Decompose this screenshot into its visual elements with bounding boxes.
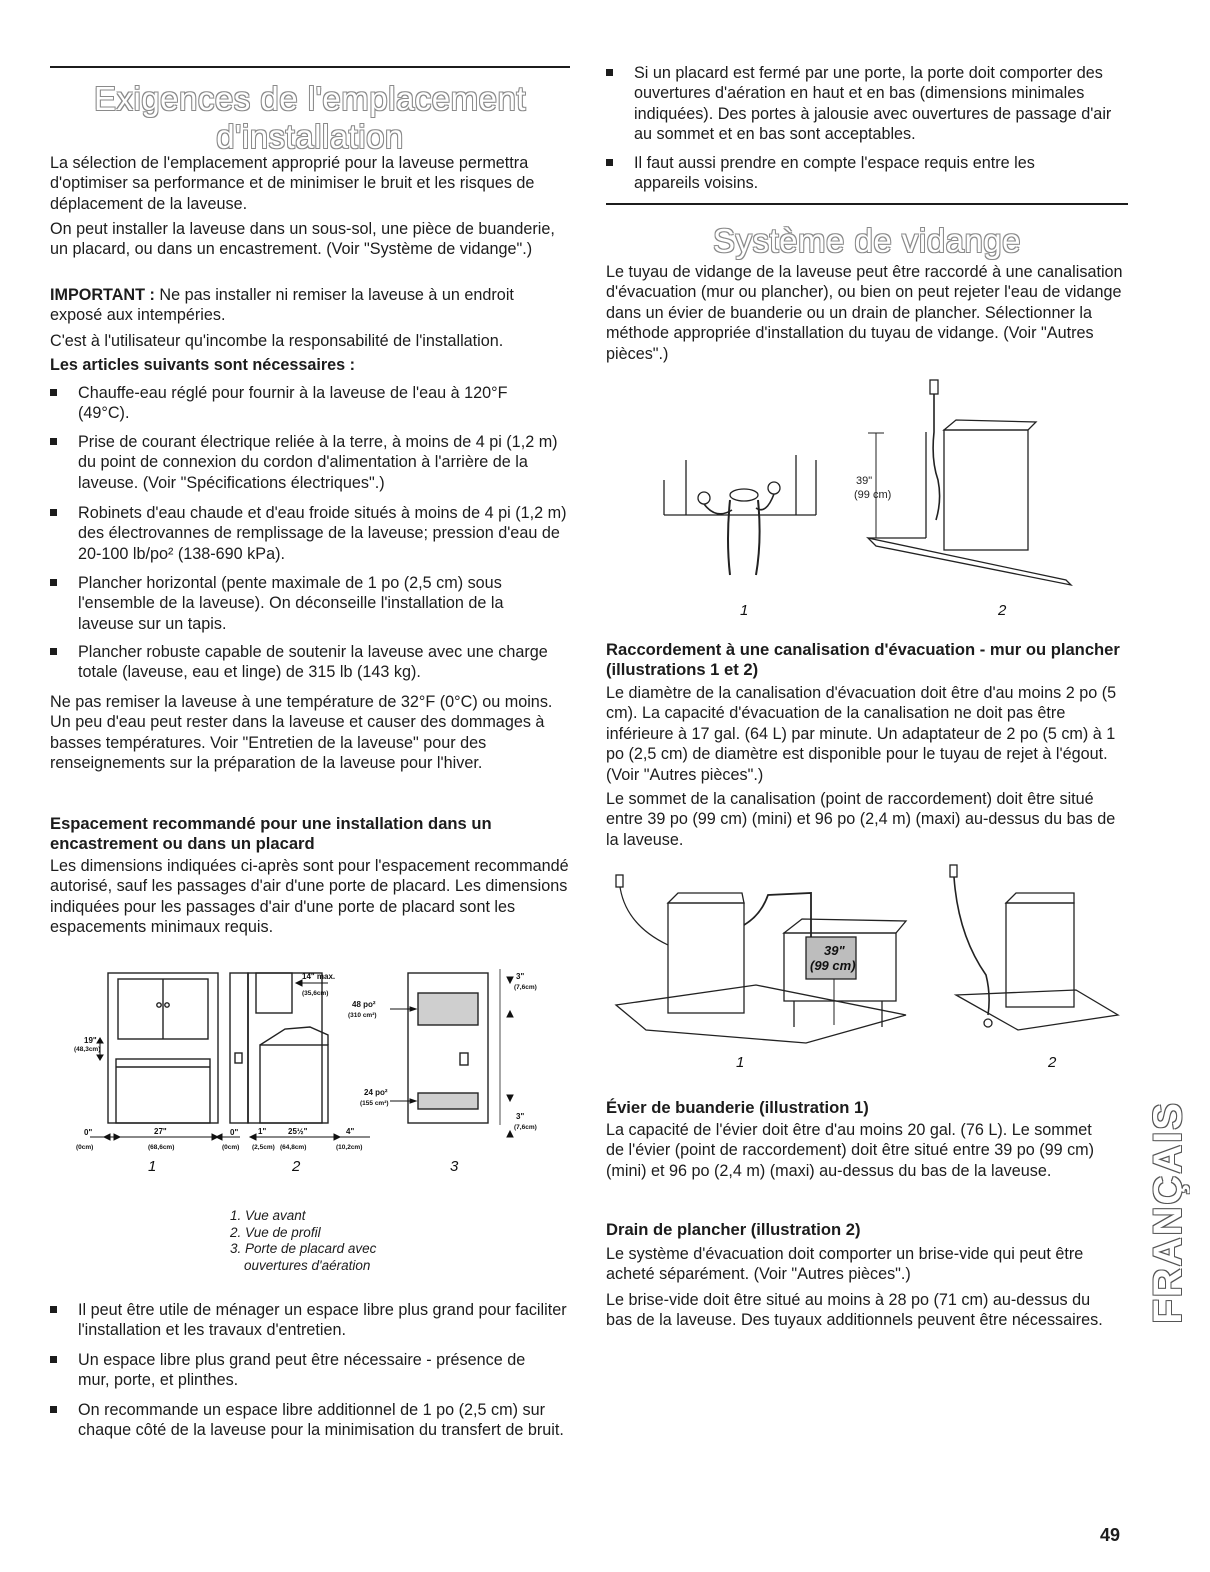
label-19in: 19" [84,1036,97,1045]
title-line-2: d'installation [216,118,404,155]
label-3in-top: 3" [516,972,525,981]
label-99cm: (99 cm) [854,489,892,501]
figure-number-1: 1 [148,1158,157,1175]
label-0cm-a: (0cm) [76,1144,94,1151]
sink-paragraph: La capacité de l'évier doit être d'au moins 20 gal. (76 L). Le sommet de l'évier (point de raccordement) doit être situé entre 39 po (99 cm) (mini) et 96 po (2,4 m) (maxi) au-dessus du bas de la laveuse. [606,1121,1095,1180]
label-3cm-bottom: (7,6cm) [514,1124,537,1131]
closet-spacing-drawing [70,965,550,1175]
important-text: Ne pas installer ni remiser la laveuse à un endroit exposé aux intempéries. [50,286,514,325]
standpipe-figure [606,370,1130,625]
figure-number-2: 2 [998,602,1007,619]
rule-right [606,203,1128,205]
language-tab-label: FRANÇAIS [1145,1100,1190,1324]
label-27cm: (68,6cm) [148,1144,175,1151]
standpipe-heading: Raccordement à une canalisation d'évacuation - mur ou plancher (illustrations 1 et 2) [606,640,1120,679]
figure-captions [230,1208,470,1274]
siphon-break-paragraph: Le brise-vide doit être situé au moins à 28 po (71 cm) au-dessus du bas de la laveuse. Des tuyaux additionnels peuvent être nécessaires. [606,1291,1103,1330]
standpipe-drawing [606,370,1130,625]
required-items-heading: Les articles suivants sont nécessaires : [50,356,356,374]
label-25cm: (64,8cm) [280,1144,307,1151]
section-title-drain: Système de vidange [712,222,1021,259]
figure-number-3: 3 [450,1158,459,1175]
label-3cm-top: (7,6cm) [514,984,537,991]
top-rule-left [50,66,570,68]
caption-door-cont: ouvertures d'aération [244,1257,371,1273]
install-places-paragraph: On peut installer la laveuse dans un sous-sol, une pièce de buanderie, un placard, ou dans un encastrement. (Voir "Système de vidange".) [50,220,555,259]
caption-profile: 2. Vue de profil [230,1224,321,1240]
label-48sqcm: (310 cm²) [348,1012,377,1019]
section-title-location [50,80,570,156]
standpipe-height-paragraph: Le sommet de la canalisation (point de raccordement) doit être situé entre 39 po (99 cm) (mini) et 96 po (2,4 m) (maxi) au-dessus du bas de la laveuse. [606,790,1116,849]
cold-storage-paragraph: Ne pas remiser la laveuse à une température de 32°F (0°C) ou moins. Un peu d'eau peut rester dans la laveuse et causer des dommages à basses températures. Voir "Entretien de la laveuse" pour des renseignements sur la préparation de la laveuse pour l'hiver. [50,693,553,773]
sink-drain-drawing [606,855,1130,1075]
label-0in-b: 0" [230,1128,239,1137]
important-label: IMPORTANT : [50,286,155,304]
important-paragraph [50,285,565,326]
intro-paragraph: La sélection de l'emplacement approprié pour la laveuse permettra d'optimiser sa performance et de minimiser le bruit et les risques de déplacement de la laveuse. [50,154,535,213]
sink-heading: Évier de buanderie (illustration 1) [606,1098,869,1117]
caption-front: 1. Vue avant [230,1208,306,1223]
label-1cm: (2,5cm) [252,1144,275,1151]
label-4cm: (10,2cm) [336,1144,363,1151]
figure-number-2: 2 [1048,1054,1057,1071]
label-39in: 39" [824,943,845,958]
language-tab [1145,1062,1190,1362]
spacing-heading: Espacement recommandé pour une installation dans un encastrement ou dans un placard [50,814,492,853]
label-14max: 14" max. [302,972,336,981]
floor-drain-heading: Drain de plancher (illustration 2) [606,1220,861,1239]
figure-number-2: 2 [292,1158,301,1175]
label-19cm: (48,3cm) [74,1046,101,1053]
figure-number-1: 1 [736,1054,745,1071]
label-39in: 39" [856,475,873,487]
label-24sqcm: (155 cm²) [360,1100,389,1107]
label-25in: 25½" [288,1127,308,1136]
figure-number-1: 1 [740,602,749,619]
label-99cm: (99 cm) [810,958,856,973]
label-24sqin: 24 po² [364,1088,388,1097]
label-0in-a: 0" [84,1128,93,1137]
label-48sqin: 48 po² [352,1000,376,1009]
label-3in-bottom: 3" [516,1112,525,1121]
responsibility-paragraph: C'est à l'utilisateur qu'incombe la responsabilité de l'installation. [50,332,504,350]
title-line-1: Exigences de l'emplacement [93,80,527,117]
label-1in: 1" [258,1127,267,1136]
drain-intro-paragraph: Le tuyau de vidange de la laveuse peut être raccordé à une canalisation d'évacuation (mur ou plancher), ou bien on peut rejeter l'eau de vidange dans un évier de buanderie ou un drain de plancher. Sélectionner la méthode appropriée d'installation du tuyau de vidange. (Voir "Autres pièces".) [606,263,1123,363]
label-4in: 4" [346,1127,355,1136]
caption-door: 3. Porte de placard avec [230,1241,377,1256]
spacing-paragraph: Les dimensions indiquées ci-après sont pour l'espacement recommandé autorisé, sauf les passages d'air d'une porte de placard. Les dimensions indiquées pour les passages d'air d'une porte de placard sont les espacements minimaux requis. [50,857,569,937]
label-0cm-b: (0cm) [222,1144,240,1151]
page-number: 49 [1100,1525,1121,1545]
closet-spacing-figure [70,965,550,1175]
floor-drain-paragraph: Le système d'évacuation doit comporter un brise-vide qui peut être acheté séparément. (Voir "Autres pièces".) [606,1245,1084,1284]
sink-drain-figure [606,855,1130,1075]
label-27in: 27" [154,1127,167,1136]
label-14max-cm: (35,6cm) [302,990,329,997]
standpipe-paragraph: Le diamètre de la canalisation d'évacuation doit être d'au moins 2 po (5 cm). La capacité d'évacuation de la canalisation ne doit pas être inférieure à 17 gal. (64 L) par minute. Un adaptateur de 2 po (5 cm) à 1 po (2,5 cm) de diamètre est disponible pour le tuyau de rejet à l'égout. (Voir "Autres pièces".) [606,684,1117,784]
